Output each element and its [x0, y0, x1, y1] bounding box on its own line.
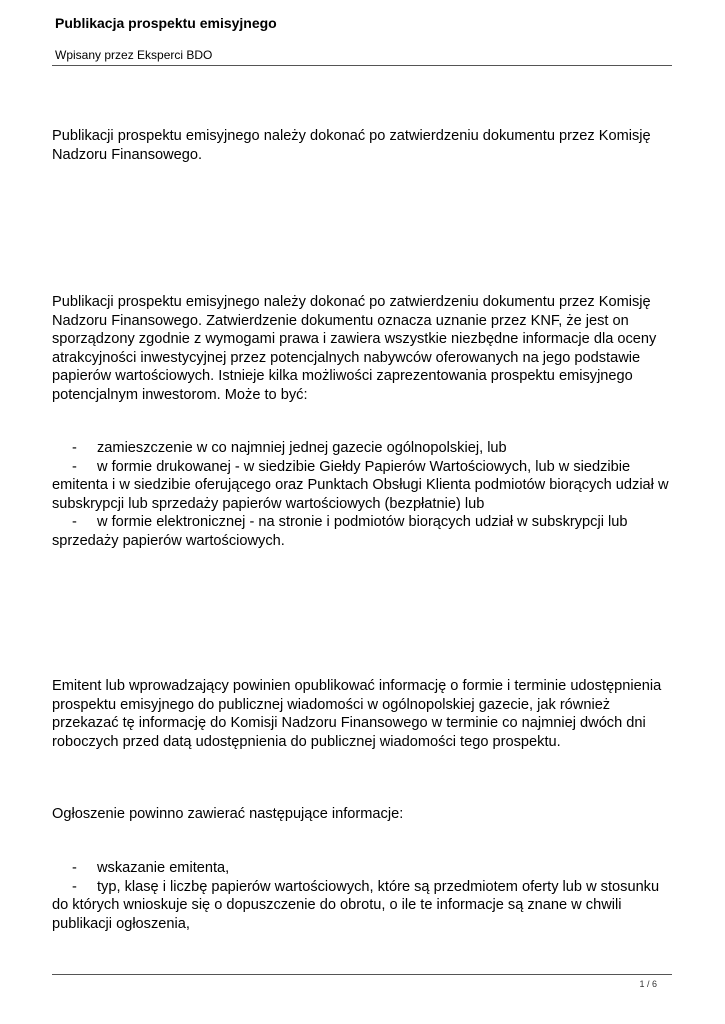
page-number: 1 / 6	[639, 979, 657, 989]
list-item-text: wskazanie emitenta,	[97, 860, 230, 876]
list-item: - zamieszczenie w co najmniej jednej gazecie ogólnopolskiej, lub	[72, 440, 507, 456]
list-item: - w formie drukowanej - w siedzibie Giełdy Papierów Wartościowych, lub w siedzibie emitenta i w siedzibie oferującego oraz Punktach Obsługi Klienta podmiotów biorących udział w subskrypcji lub sprzedaży papierów wartościowych (bezpłatnie) lub	[52, 458, 669, 512]
intro-paragraph: Publikacji prospektu emisyjnego należy dokonać po zatwierdzeniu dokumentu przez Komisję Nadzoru Finansowego.	[52, 128, 651, 163]
options-list	[52, 439, 677, 550]
list-item: - w formie elektronicznej - na stronie i podmiotów biorących udział w subskrypcji lub sprzedaży papierów wartościowych.	[52, 514, 628, 549]
list-item-text: w formie drukowanej - w siedzibie Giełdy Papierów Wartościowych, lub w siedzibie emitenta i w siedzibie oferującego oraz Punktach Obsługi Klienta podmiotów biorących udział w subskrypcji lub sprzedaży papierów wartościowych (bezpłatnie) lub	[52, 458, 669, 512]
list-item-text: w formie elektronicznej - na stronie i podmiotów biorących udział w subskrypcji lub sprzedaży papierów wartościowych.	[52, 514, 628, 549]
author-line: Wpisany przez Eksperci BDO	[55, 48, 213, 62]
list-item-text: zamieszczenie w co najmniej jednej gazecie ogólnopolskiej, lub	[97, 440, 507, 456]
footer-divider	[52, 974, 672, 975]
paragraph-2: Emitent lub wprowadzający powinien opublikować informację o formie i terminie udostępnienia prospektu emisyjnego do publicznej wiadomości w ogólnopolskiej gazecie, jak również przekazać tę informację do Komisji Nadzoru Finansowego w terminie co najmniej dwóch dni roboczych przed datą udostępnienia do publicznej wiadomości tego prospektu.	[52, 678, 662, 750]
paragraph-3: Ogłoszenie powinno zawierać następujące informacje:	[52, 806, 404, 822]
paragraph-1: Publikacji prospektu emisyjnego należy dokonać po zatwierdzeniu dokumentu przez Komisję Nadzoru Finansowego. Zatwierdzenie dokumentu oznacza uznanie przez KNF, że jest on sporządzony zgodnie z wymogami prawa i zawiera wszystkie niezbędne informacje dla oceny atrakcyjności inwestycyjnej przez potencjalnych nabywców oferowanych na jego podstawie papierów wartościowych. Istnieje kilka możliwości zaprezentowania prospektu emisyjnego potencjalnym inwestorom. Może to być:	[52, 294, 657, 403]
list-item-text: typ, klasę i liczbę papierów wartościowych, które są przedmiotem oferty lub w stosunku do których wnioskuje się o dopuszczenie do obrotu, o ile te informacje są znane w chwili publikacji ogłoszenia,	[52, 878, 660, 932]
announcement-list	[52, 859, 677, 933]
document-title: Publikacja prospektu emisyjnego	[55, 15, 277, 31]
header-divider	[52, 65, 672, 66]
list-item: - typ, klasę i liczbę papierów wartościowych, które są przedmiotem oferty lub w stosunku do których wnioskuje się o dopuszczenie do obrotu, o ile te informacje są znane w chwili publikacji ogłoszenia,	[52, 878, 660, 932]
list-item: - wskazanie emitenta,	[72, 860, 230, 876]
